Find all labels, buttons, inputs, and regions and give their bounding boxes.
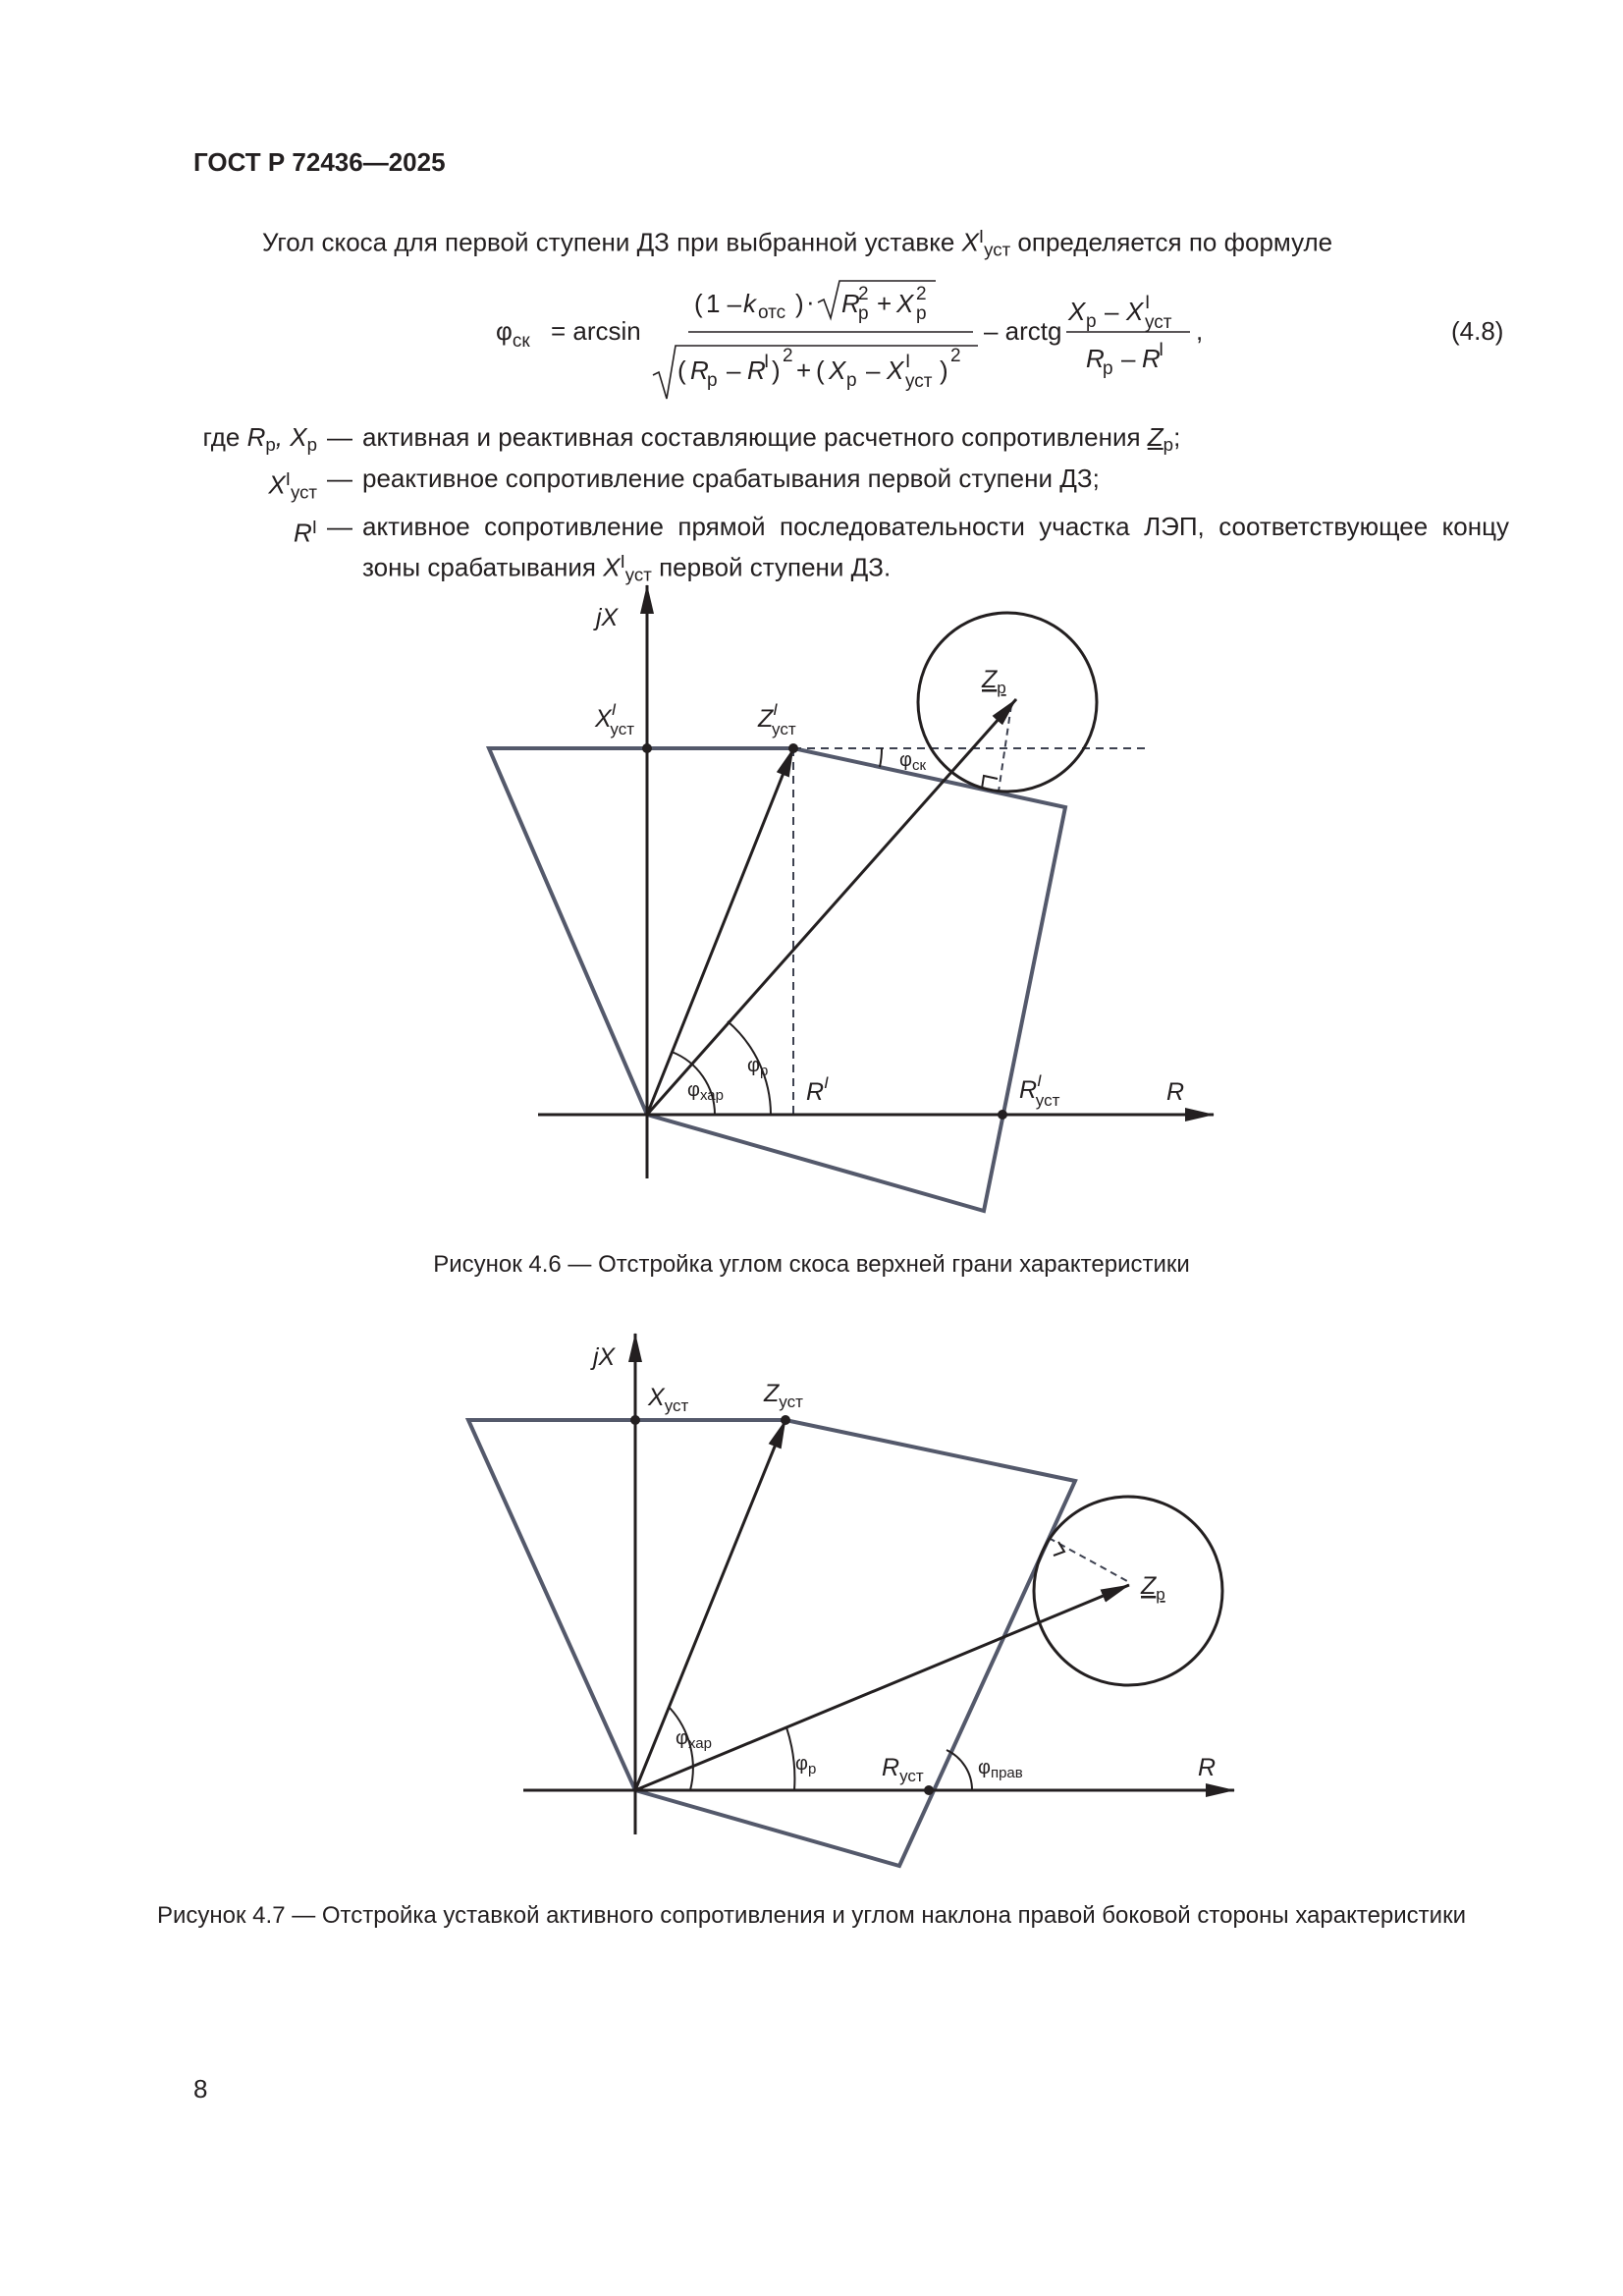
phi-p-label-2: $\varphi_р$ (795, 1753, 817, 1777)
phi-har-label: $\varphi_{хар}$ (687, 1079, 724, 1104)
formula-den-x1-sub: уст (905, 371, 933, 392)
formula-arctg-den-r-sub: р (1103, 358, 1113, 379)
definition-term: где $R_р$, $X_р$ (202, 422, 317, 456)
x-ust-label: $X^I$ уст (595, 700, 635, 738)
formula-den-r-sub: р (707, 370, 718, 391)
formula-den-p1-close: ) (772, 355, 781, 385)
formula-den-minus2: – (866, 355, 881, 385)
formula-arctg-den-r: R (1086, 344, 1105, 373)
formula-den-p1-open: ( (677, 355, 686, 385)
formula-arctg-num-x1: X (1126, 297, 1144, 326)
formula-paren-close: ) (795, 289, 804, 318)
formula-arctg-num-x1-sup: I (1145, 293, 1151, 313)
formula-comma: , (1196, 316, 1204, 346)
formula-arcsin: = arcsin (551, 316, 641, 346)
x-ust-label-2: $X_{уст}$ (648, 1384, 689, 1415)
page-number: 8 (193, 2074, 208, 2104)
intro-text-before: Угол скоса для первой ступени ДЗ при выбранной уставке (262, 227, 962, 257)
intro-text-after: определяется по формуле (1010, 227, 1333, 257)
formula-den-r1-sup: I (764, 352, 770, 372)
formula-arctg-num-x: X (1068, 297, 1086, 326)
formula-den-p2-close: ) (940, 355, 948, 385)
formula-lhs: $\varphi_{ск}$ (496, 316, 530, 352)
formula-num-plus: + (877, 289, 893, 318)
r-axis-label-2: R (1198, 1754, 1217, 1781)
formula-den-x1-sup: I (905, 352, 911, 372)
z-ust-label-2: $Z_{уст}$ (764, 1380, 803, 1411)
x-ust-point-2 (630, 1415, 640, 1425)
r-ust-point-2 (924, 1785, 934, 1795)
z-ust-label: $Z^I$ уст (758, 700, 796, 738)
formula-den-p2-open: ( (816, 355, 825, 385)
formula-paren-open: ( (694, 289, 703, 318)
characteristic-polygon-2 (468, 1420, 1075, 1866)
formula-den-r1: R (747, 355, 766, 385)
formula-num-r-sub: р (858, 303, 869, 324)
formula-arctg-den-r1: R (1142, 344, 1161, 373)
r1-label: $R^I$ (806, 1073, 829, 1106)
z-ust-point-2 (781, 1415, 790, 1425)
phi-har-label-2: $\varphi_{хар}$ (676, 1727, 712, 1752)
formula-num-x-sub: р (916, 303, 927, 324)
phi-prav-label: $\varphi_{прав}$ (978, 1757, 1023, 1781)
formula-arctg-den-r1-sup: I (1159, 340, 1164, 360)
definition-dash: — (327, 422, 352, 452)
definition-term: $R^I$ (294, 516, 317, 548)
formula-den-x-sub: р (846, 370, 857, 391)
formula-den-x: X (829, 355, 846, 385)
jx-label: jX (596, 604, 619, 631)
phi-ck-label: $\varphi_{ск}$ (899, 749, 927, 774)
formula-dot: · (806, 287, 815, 316)
formula-arctg-num-x-sub: р (1086, 311, 1097, 332)
right-angle-mark-2 (1054, 1542, 1064, 1556)
definition-term: $X^I_{уст}$ (268, 468, 317, 503)
formula-k: k (743, 289, 756, 318)
formula-arctg-num-x1-sub: уст (1145, 312, 1172, 333)
formula-k-sub: отс (758, 302, 786, 323)
zp-label: $Z_р$ (982, 666, 1006, 697)
document-header: ГОСТ Р 72436—2025 (193, 147, 446, 177)
phi-p-arc-2 (786, 1727, 794, 1790)
figure-4-7-caption: Рисунок 4.7 — Отстройка уставкой активного сопротивления и углом наклона правой боковой стороны характеристики (157, 1902, 1466, 1929)
r-ust-label: $R^I$ уст (1019, 1071, 1060, 1110)
zp-label-2: $Z_р$ (1141, 1572, 1165, 1604)
intro-var-sup: I (978, 226, 985, 246)
formula-num-x: X (896, 289, 914, 318)
formula-den-x1: X (887, 355, 904, 385)
formula-den-minus1: – (727, 355, 741, 385)
formula-arctg-den-minus: – (1121, 344, 1136, 373)
formula-one-minus: 1 – (706, 289, 742, 318)
definition-dash: — (327, 464, 352, 494)
formula-arctg: – arctg (984, 316, 1062, 346)
formula-den-r: R (690, 355, 709, 385)
formula-arctg-num-minus: – (1105, 297, 1119, 326)
definition-text: активная и реактивная составляющие расчетного сопротивления $Z_р$; (362, 422, 1181, 456)
definition-text: активное сопротивление прямой последовательности участка ЛЭП, соответствующее концу зоны срабатывания $X^I_{уст}$ первой ступени ДЗ. (362, 511, 1509, 585)
formula-den-sq2: 2 (950, 346, 961, 366)
figure-4-6-caption: Рисунок 4.6 — Отстройка углом скоса верхней грани характеристики (433, 1251, 1190, 1278)
jx-label-2: jX (593, 1343, 616, 1371)
formula-num-x-sup: 2 (916, 284, 927, 304)
definition-dash: — (327, 511, 352, 541)
phi-p-label: $\varphi_р$ (747, 1055, 769, 1079)
formula-num-r-sup: 2 (858, 284, 869, 304)
formula-den-sq1: 2 (783, 346, 793, 366)
r-axis-label: R (1166, 1078, 1185, 1106)
intro-var-sub: уст (984, 239, 1011, 260)
formula-num-r: R (841, 289, 860, 318)
zp-circle-2 (1034, 1497, 1222, 1685)
definition-text: реактивное сопротивление срабатывания первой ступени ДЗ; (362, 464, 1100, 494)
formula-den-plus: + (796, 355, 812, 385)
intro-var: X (961, 227, 979, 257)
formula-number: (4.8) (1451, 316, 1504, 346)
r-ust-label-2: $R_{уст}$ (882, 1754, 924, 1785)
